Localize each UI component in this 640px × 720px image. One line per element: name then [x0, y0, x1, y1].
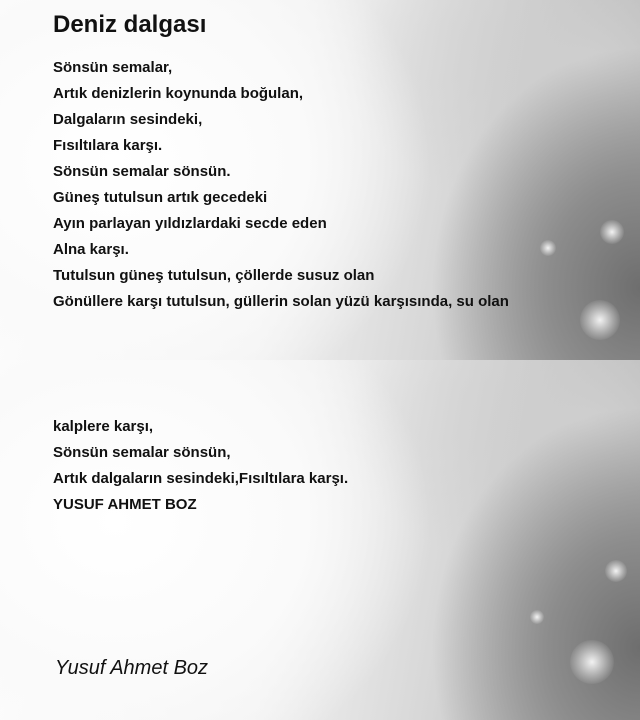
- poem-line: Sönsün semalar,: [53, 59, 173, 76]
- poem-stanza-top: [53, 55, 509, 315]
- bokeh-light: [580, 300, 620, 340]
- poem-signature: Yusuf Ahmet Boz: [55, 657, 209, 679]
- poem-line: Gönüllere karşı tutulsun, güllerin solan yüzü karşısında, su olan: [53, 293, 509, 310]
- bokeh-light: [570, 640, 614, 684]
- bokeh-light: [605, 560, 627, 582]
- poem-card-bottom: [0, 360, 640, 720]
- poem-line: Artık denizlerin koynunda boğulan,: [53, 85, 304, 102]
- poem-line: Tutulsun güneş tutulsun, çöllerde susuz olan: [53, 267, 375, 284]
- poem-line: Ayın parlayan yıldızlardaki secde eden: [53, 215, 327, 232]
- poem-stanza-bottom: [53, 414, 348, 518]
- poem-line: Güneş tutulsun artık gecedeki: [53, 189, 268, 206]
- poem-line: Artık dalgaların sesindeki,Fısıltılara karşı.: [53, 470, 349, 487]
- poem-line: Sönsün semalar sönsün,: [53, 444, 231, 461]
- poem-line: Fısıltılara karşı.: [53, 137, 163, 154]
- poem-author-line: YUSUF AHMET BOZ: [53, 496, 197, 513]
- bokeh-light: [600, 220, 624, 244]
- poem-title: Deniz dalgası: [53, 11, 207, 38]
- poem-line: Alna karşı.: [53, 241, 129, 258]
- bokeh-light: [530, 610, 544, 624]
- poem-line: kalplere karşı,: [53, 418, 154, 435]
- bokeh-light: [540, 240, 556, 256]
- poem-line: Dalgaların sesindeki,: [53, 111, 203, 128]
- poem-line: Sönsün semalar sönsün.: [53, 163, 231, 180]
